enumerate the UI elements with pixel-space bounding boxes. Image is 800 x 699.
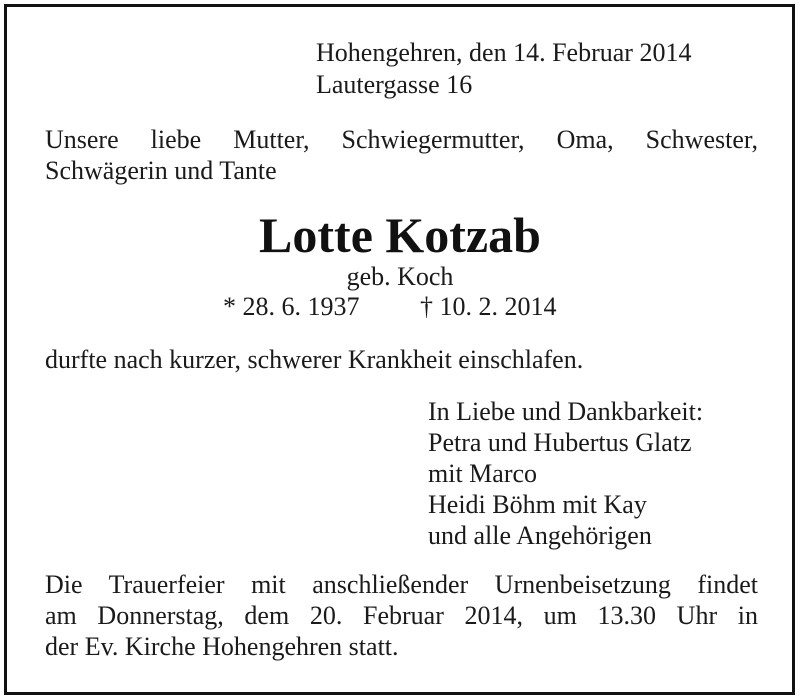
mourner-line: und alle Angehörigen bbox=[428, 521, 652, 550]
message: durfte nach kurzer, schwerer Krankheit einschlafen. bbox=[45, 345, 584, 374]
birth-date: * 28. 6. 1937 bbox=[223, 292, 360, 321]
intro-line-2: Schwägerin und Tante bbox=[45, 156, 277, 185]
deceased-name: Lotte Kotzab bbox=[259, 207, 541, 263]
intro-line-1: Unsere liebe Mutter, Schwiegermutter, Oma, Schwester, bbox=[45, 125, 758, 154]
funeral-line-2: am Donnerstag, dem 20. Februar 2014, um 13.30 Uhr in bbox=[45, 601, 758, 630]
address: Lautergasse 16 bbox=[316, 70, 473, 99]
maiden-name: geb. Koch bbox=[346, 262, 454, 291]
mourners-heading: In Liebe und Dankbarkeit: bbox=[428, 397, 704, 426]
mourner-line: Petra und Hubertus Glatz bbox=[428, 428, 692, 457]
mourner-line: Heidi Böhm mit Kay bbox=[428, 490, 647, 519]
place-date: Hohengehren, den 14. Februar 2014 bbox=[316, 38, 692, 67]
funeral-line-3: der Ev. Kirche Hohengehren statt. bbox=[45, 632, 399, 661]
mourner-line: mit Marco bbox=[428, 459, 538, 488]
death-date: † 10. 2. 2014 bbox=[420, 292, 557, 321]
funeral-line-1: Die Trauerfeier mit anschließender Urnenbeisetzung findet bbox=[45, 570, 758, 599]
